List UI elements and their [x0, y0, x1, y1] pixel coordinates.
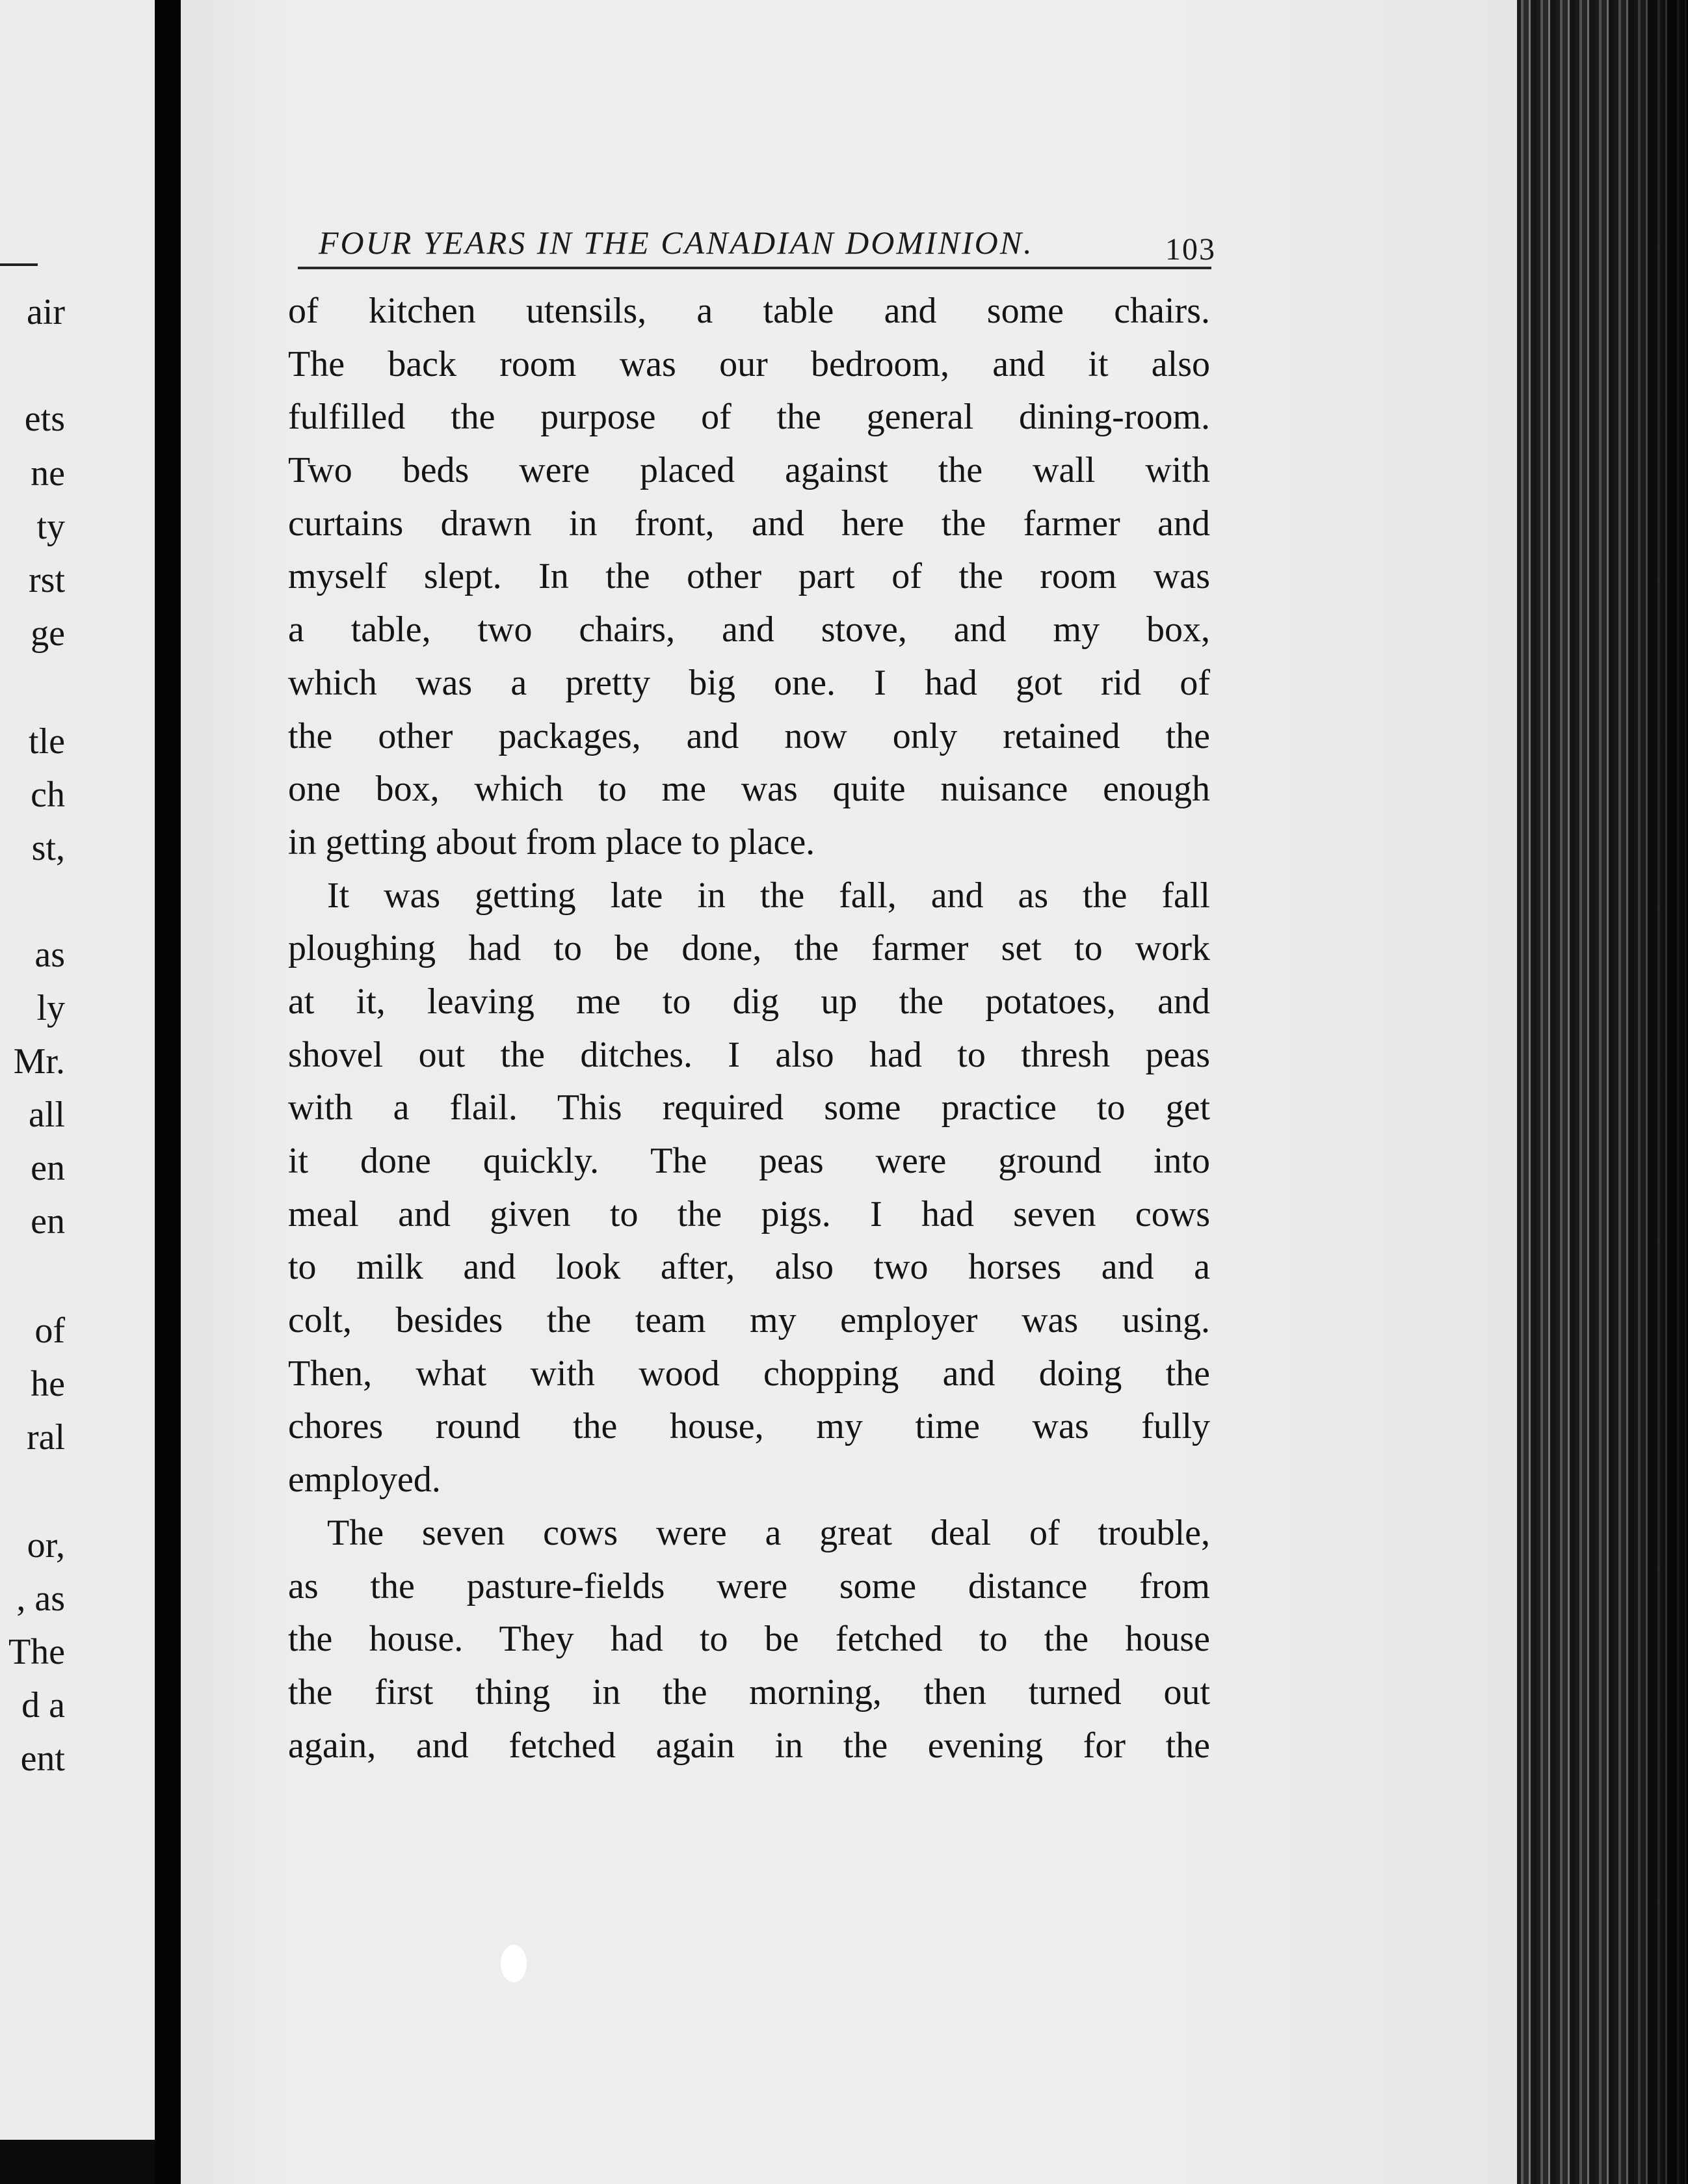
text-line: meal and given to the pigs. I had seven cows	[288, 1193, 1210, 1234]
left-page-text-fragments	[0, 0, 65, 2140]
text-line: employed.	[288, 1459, 441, 1500]
left-fragment: ty	[36, 507, 65, 547]
text-line: Then, what with wood chopping and doing the	[288, 1353, 1210, 1394]
text-line: myself slept. In the other part of the room was	[288, 556, 1210, 597]
left-fragment: ets	[24, 399, 65, 439]
left-fragment: ne	[31, 453, 65, 494]
text-line: it done quickly. The peas were ground into	[288, 1141, 1210, 1181]
text-line: as the pasture-fields were some distance from	[288, 1565, 1210, 1606]
text-line: curtains drawn in front, and here the farmer and	[288, 503, 1210, 544]
running-title: FOUR YEARS IN THE CANADIAN DOMINION.	[319, 224, 1034, 261]
text-line: a table, two chairs, and stove, and my box,	[288, 609, 1210, 650]
text-line: to milk and look after, also two horses and a	[288, 1247, 1210, 1288]
text-line: fulfilled the purpose of the general dining-room.	[288, 397, 1210, 438]
text-line: one box, which to me was quite nuisance enough	[288, 769, 1210, 810]
left-fragment: air	[26, 292, 65, 332]
left-fragment: he	[31, 1364, 65, 1404]
left-fragment: ly	[36, 988, 65, 1028]
left-page-fragment	[0, 0, 155, 2140]
left-fragment: d a	[21, 1685, 65, 1725]
text-line: colt, besides the team my employer was using.	[288, 1300, 1210, 1341]
text-line: at it, leaving me to dig up the potatoes, and	[288, 981, 1210, 1022]
text-line: chores round the house, my time was fully	[288, 1406, 1210, 1447]
text-line: shovel out the ditches. I also had to thresh peas	[288, 1034, 1210, 1075]
book-gutter	[155, 0, 181, 2184]
left-fragment: ral	[26, 1417, 65, 1458]
left-fragment: or,	[27, 1525, 65, 1565]
left-fragment: ge	[31, 613, 65, 654]
text-line: in getting about from place to place.	[288, 821, 815, 862]
page-block-shadow	[1517, 0, 1688, 2184]
paragraph-start-line: The seven cows were a great deal of trouble,	[327, 1512, 1210, 1553]
page-number: 103	[1165, 232, 1216, 267]
text-line: with a flail. This required some practice to get	[288, 1087, 1210, 1128]
left-fragment: st,	[31, 828, 65, 868]
left-fragment: Mr.	[13, 1041, 65, 1082]
text-line: which was a pretty big one. I had got rid of	[288, 662, 1210, 703]
left-fragment: all	[29, 1095, 65, 1135]
header-rule	[298, 267, 1211, 269]
paper-blemish	[501, 1945, 527, 1982]
paragraph-start-line: It was getting late in the fall, and as the fall	[327, 875, 1210, 916]
left-fragment: ch	[31, 775, 65, 815]
left-fragment: en	[31, 1201, 65, 1242]
left-fragment: The	[8, 1632, 65, 1672]
text-line: Two beds were placed against the wall with	[288, 450, 1210, 491]
body-text	[288, 285, 1210, 1772]
left-fragment: en	[31, 1148, 65, 1188]
text-line: ploughing had to be done, the farmer set to work	[288, 928, 1210, 969]
page-header	[319, 220, 1216, 265]
text-line: again, and fetched again in the evening for the	[288, 1725, 1210, 1766]
text-line: of kitchen utensils, a table and some chairs.	[288, 291, 1210, 331]
left-fragment: ent	[20, 1738, 65, 1779]
left-fragment: , as	[16, 1578, 65, 1619]
text-line: the first thing in the morning, then turned out	[288, 1671, 1210, 1712]
text-line: the house. They had to be fetched to the house	[288, 1619, 1210, 1660]
left-fragment: rst	[29, 560, 65, 600]
left-fragment: tle	[29, 721, 65, 762]
left-fragment: of	[34, 1311, 65, 1351]
left-fragment: as	[34, 935, 65, 975]
text-line: The back room was our bedroom, and it also	[288, 343, 1210, 384]
text-line: the other packages, and now only retained the	[288, 715, 1210, 756]
